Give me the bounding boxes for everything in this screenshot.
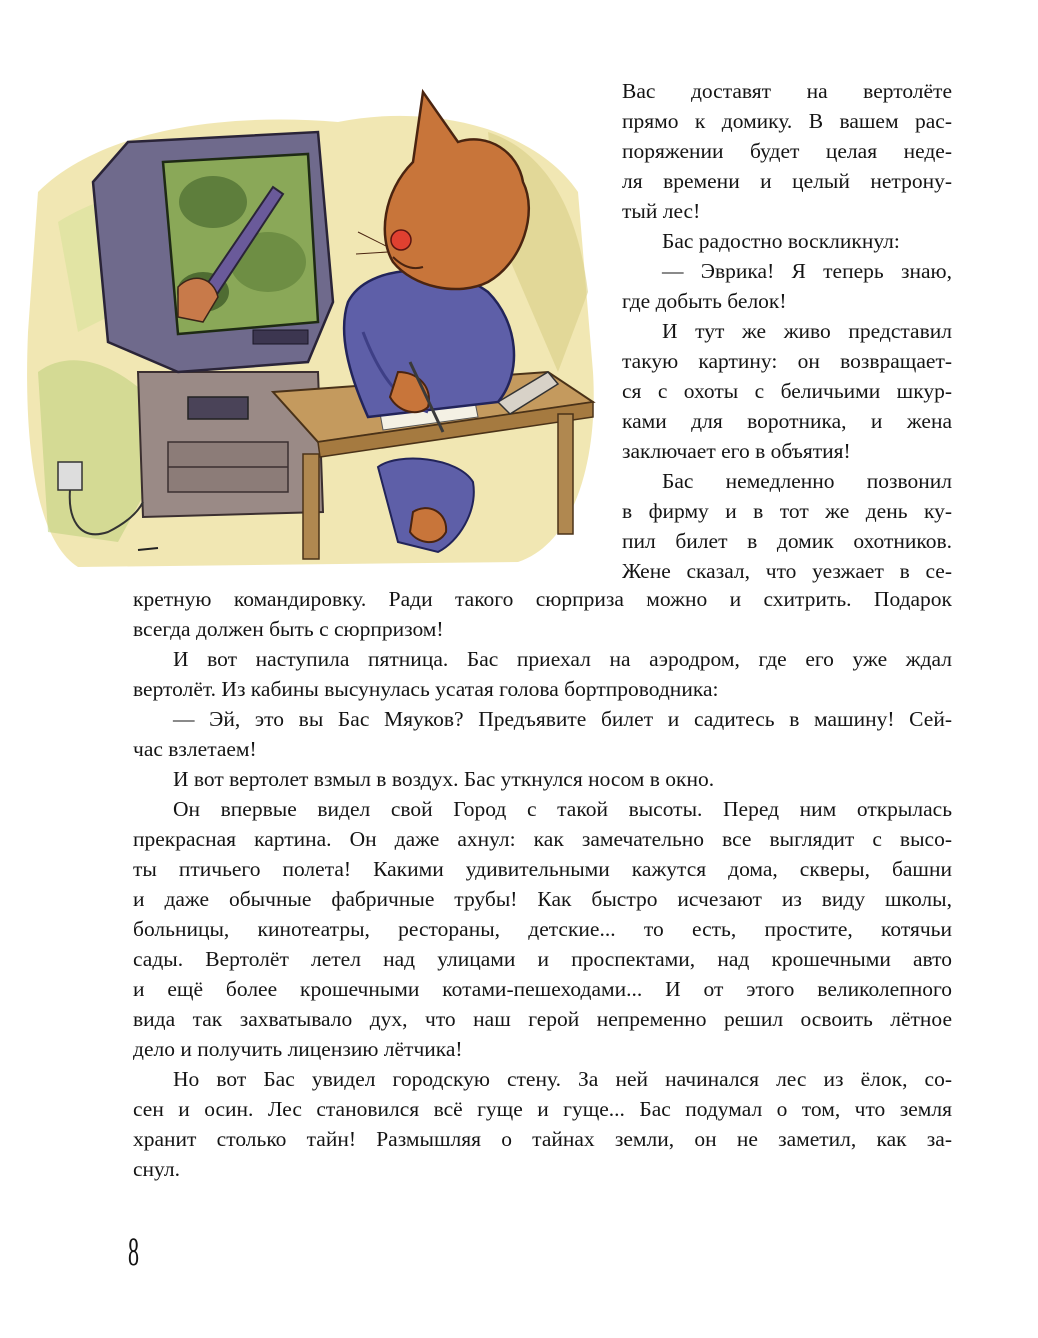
text-line: хранит столько тайн! Размышляя о тайнах земли, он не заметил, как за- xyxy=(133,1127,952,1151)
top-right-text-column xyxy=(622,76,952,586)
text-line: дело и получить лицензию лётчика! xyxy=(133,1037,463,1061)
text-line: Бас радостно воскликнул: xyxy=(662,229,900,253)
text-line: ся с охоты с беличьими шкур- xyxy=(622,379,952,403)
text-line: Бас немедленно позвонил xyxy=(662,469,952,493)
text-line: тый лес! xyxy=(622,199,701,223)
text-line: сен и осин. Лес становился всё гуще и гуще... Бас подумал о том, что земля xyxy=(133,1097,952,1121)
text-line: всегда должен быть с сюрпризом! xyxy=(133,617,444,641)
text-line: Жене сказал, что уезжает в се- xyxy=(622,559,952,583)
text-line: и ещё более крошечными котами-пешеходами... И от этого великолепного xyxy=(133,977,952,1001)
text-line: — Эврика! Я теперь знаю, xyxy=(662,259,952,283)
text-line: где добыть белок! xyxy=(622,289,787,313)
text-line: ками для воротника, и жена xyxy=(622,409,952,433)
text-line: сады. Вертолёт летел над улицами и проспектами, над крошечными авто xyxy=(133,947,952,971)
text-line: в фирму и в тот же день ку- xyxy=(622,499,952,523)
text-line: пил билет в домик охотников. xyxy=(622,529,952,553)
text-line: Вас доставят на вертолёте xyxy=(622,79,952,103)
text-line: прекрасная картина. Он даже ахнул: как замечательно все выглядит с высо- xyxy=(133,827,952,851)
text-line: вертолёт. Из кабины высунулась усатая голова бортпроводника: xyxy=(133,677,719,701)
illustration-cat-at-tv xyxy=(18,72,608,577)
text-line: кретную командировку. Ради такого сюрприза можно и схитрить. Подарок xyxy=(133,587,952,611)
text-line: вида так захватывало дух, что наш герой непременно решил освоить лётное xyxy=(133,1007,952,1031)
full-width-text-body xyxy=(133,584,952,1184)
text-line: поряжении будет целая неде- xyxy=(622,139,952,163)
text-line: Он впервые видел свой Город с такой высоты. Перед ним открылась xyxy=(173,797,952,821)
text-line: такую картину: он возвращает- xyxy=(622,349,952,373)
text-line: ты птичьего полета! Какими удивительными кажутся дома, скверы, башни xyxy=(133,857,952,881)
text-line: И вот наступила пятница. Бас приехал на аэродром, где его уже ждал xyxy=(173,647,952,671)
text-line: И тут же живо представил xyxy=(662,319,952,343)
text-line: заключает его в объятия! xyxy=(622,439,851,463)
text-line: снул. xyxy=(133,1157,180,1181)
text-line: и даже обычные фабричные трубы! Как быстро исчезают из виду школы, xyxy=(133,887,952,911)
text-line: больницы, кинотеатры, рестораны, детские... то есть, простите, котячьи xyxy=(133,917,952,941)
text-line: Но вот Бас увидел городскую стену. За ней начинался лес из ёлок, со- xyxy=(173,1067,952,1091)
text-line: прямо к домику. В вашем рас- xyxy=(622,109,952,133)
text-line: И вот вертолет взмыл в воздух. Бас уткнулся носом в окно. xyxy=(173,767,715,791)
text-line: ля времени и целый нетрону- xyxy=(622,169,952,193)
page-number: 8 xyxy=(128,1229,139,1274)
wall-socket xyxy=(58,462,82,490)
text-line: — Эй, это вы Бас Мяуков? Предъявите билет и садитесь в машину! Сей- xyxy=(173,707,952,731)
text-line: час взлетаем! xyxy=(133,737,257,761)
